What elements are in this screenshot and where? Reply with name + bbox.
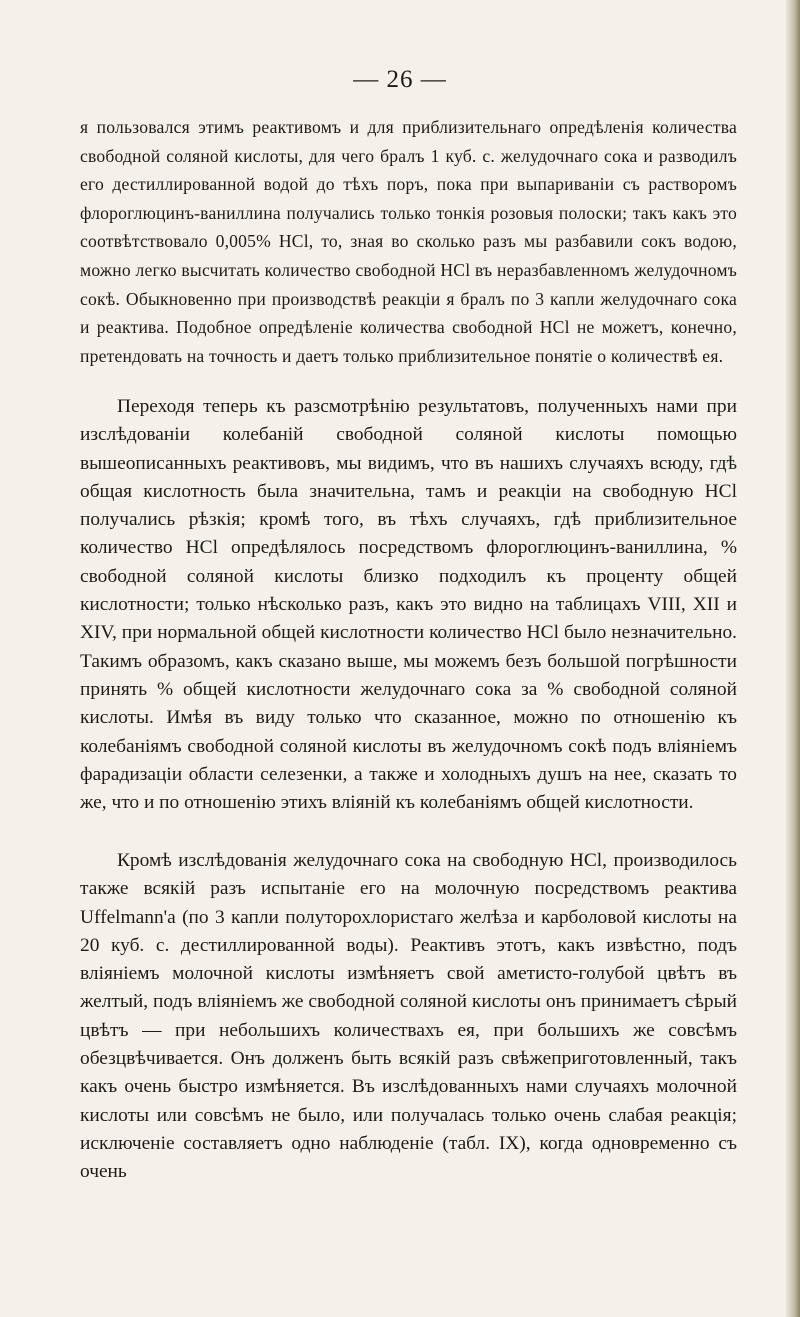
- paragraph-2-text: Переходя теперь къ разсмотрѣнію результатовъ, полученныхъ нами при изслѣдованіи колебаній свободной соляной кислоты помощью вышеописанныхъ реактивовъ, мы видимъ, что въ нашихъ случаяхъ всюду, гдѣ общая кислотность была значительна, тамъ и реакціи на свободную НСl получались рѣзкія; кромѣ того, въ тѣхъ случаяхъ, гдѣ приблизительное количество НСl опредѣлялось посредствомъ флороглюцинъ-ваниллина, % свободной соляной кислоты близко подходилъ къ проценту общей кислотности; только нѣсколько разъ, какъ это видно на таблицахъ VIII, XII и XIV, при нормальной общей кислотности количество НСl было незначительно. Такимъ образомъ, какъ сказано выше, мы можемъ безъ большой погрѣшности принять % общей кислотности желудочнаго сока за % свободной соляной кислоты. Имѣя въ виду только что сказанное, можно по отношенію къ колебаніямъ свободной соляной кислоты въ желудочномъ сокѣ подъ вліяніемъ фарадизаціи области селезенки, а также и холодныхъ душъ на нее, сказать то же, что и по отношенію этихъ вліяній къ колебаніямъ общей кислотности.: [80, 396, 737, 814]
- paragraph-1-text: я пользовался этимъ реактивомъ и для приблизительнаго опредѣленія количества свободной соляной кислоты, для чего бралъ 1 куб. с. желудочнаго сока и разводилъ его дестиллированной водой до тѣхъ поръ, пока при выпариваніи съ растворомъ флороглюцинъ-ваниллина получались только тонкія розовыя полоски; такъ какъ это соотвѣтствовало 0,005% НСl, то, зная во сколько разъ мы разбавили сокъ водою, можно легко высчитать количество свободной НСl въ неразбавленномъ желудочномъ сокѣ. Обыкновенно при производствѣ реакціи я бралъ по 3 капли желудочнаго сока и реактива. Подобное опредѣленіе количества свободной НСl не можетъ, конечно, претендовать на точность и даетъ только приблизительное понятіе о количествѣ ея.: [80, 117, 737, 366]
- paragraph-2: [80, 393, 737, 817]
- page-number: — 26 —: [353, 66, 447, 93]
- paragraph-1: [80, 113, 737, 370]
- page-edge-shadow: [786, 0, 800, 1317]
- paragraph-3: [80, 847, 737, 1187]
- paragraph-3-text: Кромѣ изслѣдованія желудочнаго сока на свободную НСl, производилось также всякій разъ испытаніе его на молочную посредствомъ реактива Uffelmann'а (по 3 капли полуторохлористаго желѣза и карболовой кислоты на 20 куб. с. дестиллированной воды). Реактивъ этотъ, какъ извѣстно, подъ вліяніемъ молочной кислоты измѣняетъ свой аметисто-голубой цвѣтъ въ желтый, подъ вліяніемъ же свободной соляной кислоты онъ принимаетъ сѣрый цвѣтъ — при небольшихъ количествахъ ея, при большихъ же совсѣмъ обезцвѣчивается. Онъ долженъ быть всякій разъ свѣжеприготовленный, такъ какъ очень быстро измѣняется. Въ изслѣдованныхъ нами случаяхъ молочной кислоты или совсѣмъ не было, или получалась только очень слабая реакція; исключеніе составляетъ одно наблюденіе (табл. IX), когда одновременно съ очень: [80, 850, 737, 1183]
